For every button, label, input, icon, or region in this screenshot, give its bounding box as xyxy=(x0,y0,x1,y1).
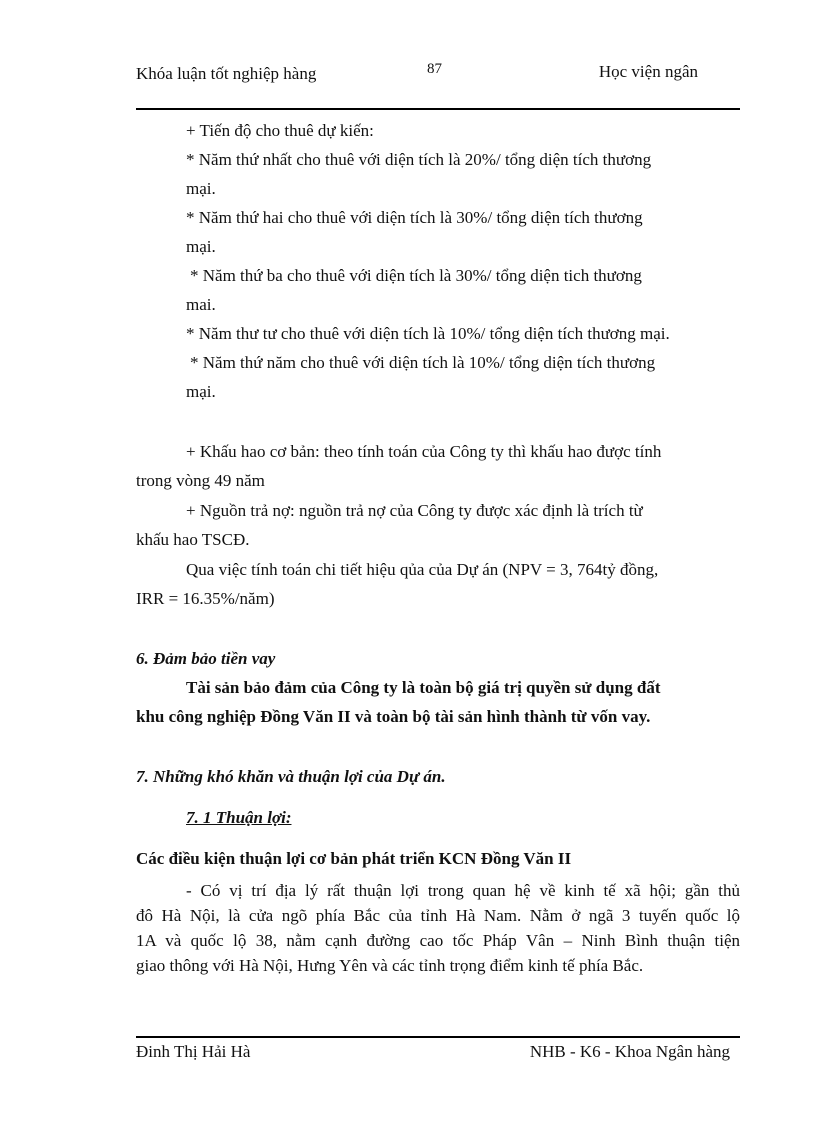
repayment-line: + Nguồn trả nợ: nguồn trả nợ của Công ty được xác định là trích từ xyxy=(186,501,643,520)
collateral-line-2: khu công nghiệp Đồng Văn II và toàn bộ tài sản hình thành từ vốn vay. xyxy=(136,707,651,726)
year1-line: * Năm thứ nhất cho thuê với diện tích là 20%/ tổng diện tích thương xyxy=(186,150,652,169)
header-left-text: Khóa luận tốt nghiệp hàng xyxy=(136,64,317,83)
section-7-title: 7. Những khó khăn và thuận lợi của Dự án. xyxy=(136,767,446,786)
depreciation-cont: trong vòng 49 năm xyxy=(136,471,265,490)
location-para-line-1: - Có vị trí địa lý rất thuận lợi trong quan hệ về kinh tế xã hội; gần thủ xyxy=(186,881,740,900)
year3-cont: mai. xyxy=(186,295,216,314)
location-para-line-4: giao thông với Hà Nội, Hưng Yên và các tỉnh trọng điểm kinh tế phía Bắc. xyxy=(136,956,644,975)
header-divider xyxy=(136,108,740,110)
depreciation-line: + Khấu hao cơ bản: theo tính toán của Công ty thì khấu hao được tính xyxy=(186,442,662,461)
npv-line: Qua việc tính toán chi tiết hiệu qủa của Dự án (NPV = 3, 764tỷ đồng, xyxy=(186,560,659,579)
year1-cont: mại. xyxy=(186,179,216,198)
year2-line: * Năm thứ hai cho thuê với diện tích là 30%/ tổng diện tích thương xyxy=(186,208,643,227)
irr-line: IRR = 16.35%/năm) xyxy=(136,589,275,608)
location-para-line-3: 1A và quốc lộ 38, nằm cạnh đường cao tốc Pháp Vân – Ninh Bình thuận tiện xyxy=(136,931,740,950)
collateral-line-1: Tài sản bảo đảm của Công ty là toàn bộ giá trị quyền sử dụng đất xyxy=(186,678,661,697)
section-7-1-title: 7. 1 Thuận lợi: xyxy=(186,808,292,827)
header-right-text: Học viện ngân xyxy=(598,62,698,81)
year5-cont: mại. xyxy=(186,382,216,401)
footer-divider xyxy=(136,1036,740,1038)
footer-class: NHB - K6 - Khoa Ngân hàng xyxy=(529,1042,730,1061)
year3-line: * Năm thứ ba cho thuê với diện tích là 30%/ tổng diện tich thương xyxy=(190,266,642,285)
year2-cont: mại. xyxy=(186,237,216,256)
schedule-intro: + Tiến độ cho thuê dự kiến: xyxy=(186,121,374,140)
year4-line: * Năm thư tư cho thuê với diện tích là 10%/ tổng diện tích thương mại. xyxy=(186,324,670,343)
footer-author: Đinh Thị Hải Hà xyxy=(136,1042,251,1061)
year5-line: * Năm thứ năm cho thuê với diện tích là 10%/ tổng diện tích thương xyxy=(190,353,656,372)
page-number: 87 xyxy=(427,61,442,77)
repayment-cont: khấu hao TSCĐ. xyxy=(136,530,250,549)
section-6-title: 6. Đảm bảo tiền vay xyxy=(136,649,276,668)
advantages-subheading: Các điều kiện thuận lợi cơ bản phát triển KCN Đồng Văn II xyxy=(136,849,572,868)
location-para-line-2: đô Hà Nội, là cửa ngõ phía Bắc của tỉnh Hà Nam. Nằm ở ngã 3 tuyến quốc lộ xyxy=(136,906,740,925)
page-header xyxy=(136,61,740,109)
